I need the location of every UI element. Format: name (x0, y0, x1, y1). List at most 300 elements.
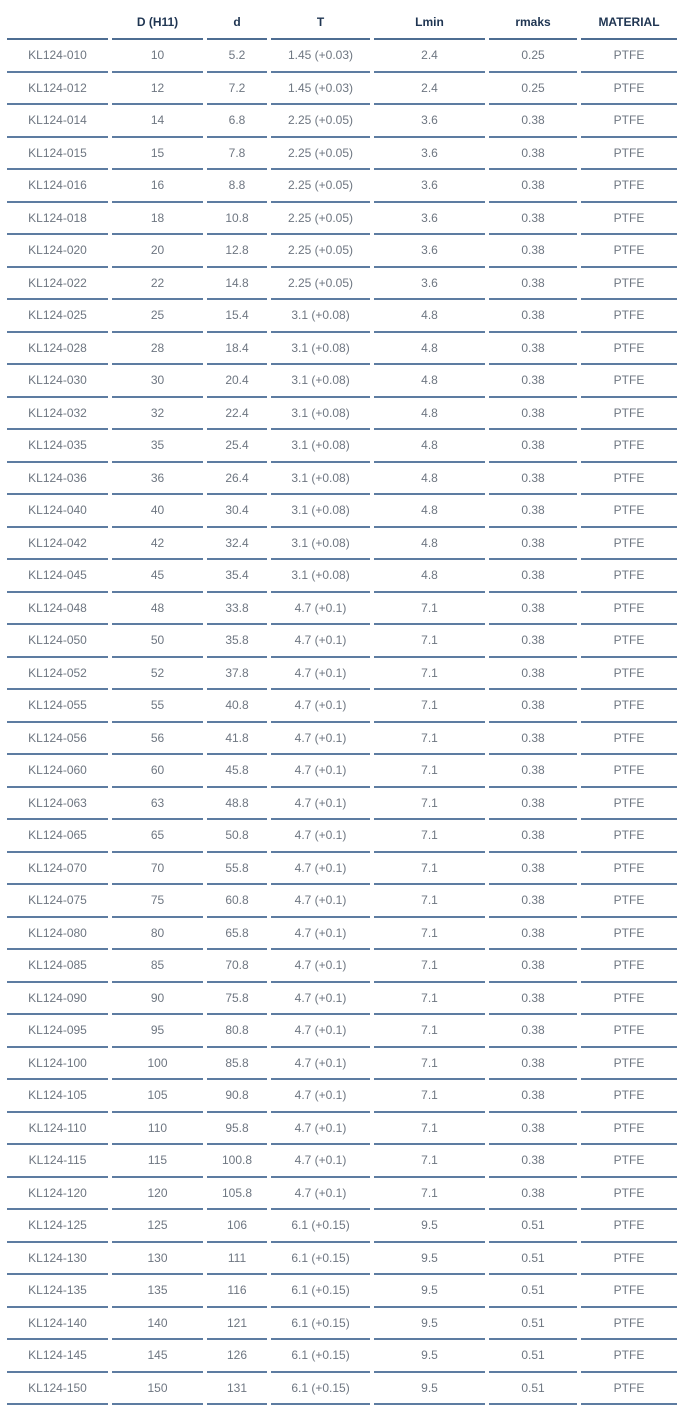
cell-material: PTFE (581, 1340, 677, 1373)
cell-code: KL124-115 (7, 1145, 108, 1178)
cell-d: 75.8 (207, 983, 267, 1016)
cell-material: PTFE (581, 40, 677, 73)
cell-t: 3.1 (+0.08) (271, 528, 370, 561)
table-row (7, 1210, 677, 1243)
cell-rmaks: 0.38 (489, 528, 577, 561)
cell-rmaks: 0.38 (489, 853, 577, 886)
cell-t: 4.7 (+0.1) (271, 1015, 370, 1048)
cell-d: 25.4 (207, 430, 267, 463)
cell-d: 48.8 (207, 788, 267, 821)
cell-t: 4.7 (+0.1) (271, 690, 370, 723)
cell-t: 4.7 (+0.1) (271, 983, 370, 1016)
table-row (7, 690, 677, 723)
cell-d-h11: 55 (112, 690, 203, 723)
cell-rmaks: 0.38 (489, 885, 577, 918)
cell-d: 80.8 (207, 1015, 267, 1048)
table-row (7, 495, 677, 528)
cell-d-h11: 145 (112, 1340, 203, 1373)
cell-t: 4.7 (+0.1) (271, 950, 370, 983)
cell-rmaks: 0.38 (489, 625, 577, 658)
cell-d: 95.8 (207, 1113, 267, 1146)
cell-material: PTFE (581, 560, 677, 593)
cell-d: 15.4 (207, 300, 267, 333)
cell-rmaks: 0.38 (489, 755, 577, 788)
cell-lmin: 7.1 (374, 885, 485, 918)
table-row (7, 788, 677, 821)
cell-t: 4.7 (+0.1) (271, 1080, 370, 1113)
cell-d-h11: 110 (112, 1113, 203, 1146)
table-row (7, 170, 677, 203)
cell-d-h11: 18 (112, 203, 203, 236)
table-row (7, 560, 677, 593)
cell-d-h11: 140 (112, 1308, 203, 1341)
table-row (7, 723, 677, 756)
table-header-row (7, 6, 677, 40)
cell-rmaks: 0.38 (489, 1145, 577, 1178)
cell-d: 8.8 (207, 170, 267, 203)
cell-code: KL124-036 (7, 463, 108, 496)
cell-t: 2.25 (+0.05) (271, 268, 370, 301)
cell-code: KL124-065 (7, 820, 108, 853)
cell-d: 7.8 (207, 138, 267, 171)
cell-code: KL124-090 (7, 983, 108, 1016)
table-row (7, 528, 677, 561)
table-row (7, 1048, 677, 1081)
cell-code: KL124-020 (7, 235, 108, 268)
cell-lmin: 7.1 (374, 755, 485, 788)
cell-lmin: 9.5 (374, 1373, 485, 1406)
cell-t: 3.1 (+0.08) (271, 463, 370, 496)
cell-material: PTFE (581, 820, 677, 853)
cell-material: PTFE (581, 1178, 677, 1211)
cell-t: 4.7 (+0.1) (271, 1113, 370, 1146)
cell-d-h11: 100 (112, 1048, 203, 1081)
cell-lmin: 7.1 (374, 950, 485, 983)
cell-d-h11: 60 (112, 755, 203, 788)
cell-material: PTFE (581, 398, 677, 431)
cell-d-h11: 22 (112, 268, 203, 301)
cell-code: KL124-145 (7, 1340, 108, 1373)
cell-lmin: 4.8 (374, 300, 485, 333)
cell-lmin: 9.5 (374, 1308, 485, 1341)
cell-d-h11: 63 (112, 788, 203, 821)
cell-code: KL124-055 (7, 690, 108, 723)
cell-t: 3.1 (+0.08) (271, 560, 370, 593)
cell-lmin: 3.6 (374, 235, 485, 268)
cell-d: 131 (207, 1373, 267, 1406)
cell-material: PTFE (581, 755, 677, 788)
table-row (7, 593, 677, 626)
cell-d-h11: 95 (112, 1015, 203, 1048)
cell-code: KL124-015 (7, 138, 108, 171)
cell-d-h11: 48 (112, 593, 203, 626)
cell-d-h11: 90 (112, 983, 203, 1016)
cell-d: 40.8 (207, 690, 267, 723)
cell-rmaks: 0.38 (489, 398, 577, 431)
cell-lmin: 9.5 (374, 1210, 485, 1243)
table-row (7, 300, 677, 333)
cell-d-h11: 130 (112, 1243, 203, 1276)
table-row (7, 1340, 677, 1373)
cell-material: PTFE (581, 463, 677, 496)
table-row (7, 820, 677, 853)
table-row (7, 1080, 677, 1113)
cell-d: 32.4 (207, 528, 267, 561)
cell-lmin: 7.1 (374, 853, 485, 886)
cell-d: 33.8 (207, 593, 267, 626)
cell-d-h11: 135 (112, 1275, 203, 1308)
cell-material: PTFE (581, 788, 677, 821)
cell-material: PTFE (581, 1145, 677, 1178)
cell-d: 20.4 (207, 365, 267, 398)
cell-d-h11: 28 (112, 333, 203, 366)
cell-code: KL124-150 (7, 1373, 108, 1406)
cell-material: PTFE (581, 1275, 677, 1308)
spec-table (3, 6, 680, 1405)
cell-material: PTFE (581, 300, 677, 333)
cell-lmin: 7.1 (374, 1178, 485, 1211)
cell-rmaks: 0.38 (489, 658, 577, 691)
cell-material: PTFE (581, 983, 677, 1016)
table-row (7, 73, 677, 106)
cell-code: KL124-056 (7, 723, 108, 756)
cell-code: KL124-100 (7, 1048, 108, 1081)
cell-d: 116 (207, 1275, 267, 1308)
cell-code: KL124-070 (7, 853, 108, 886)
cell-t: 4.7 (+0.1) (271, 1178, 370, 1211)
cell-rmaks: 0.38 (489, 170, 577, 203)
cell-t: 4.7 (+0.1) (271, 1145, 370, 1178)
cell-rmaks: 0.38 (489, 690, 577, 723)
cell-rmaks: 0.38 (489, 235, 577, 268)
cell-t: 3.1 (+0.08) (271, 495, 370, 528)
cell-lmin: 9.5 (374, 1275, 485, 1308)
cell-t: 2.25 (+0.05) (271, 138, 370, 171)
table-row (7, 365, 677, 398)
cell-rmaks: 0.51 (489, 1308, 577, 1341)
cell-rmaks: 0.51 (489, 1275, 577, 1308)
cell-code: KL124-063 (7, 788, 108, 821)
cell-material: PTFE (581, 853, 677, 886)
cell-lmin: 7.1 (374, 658, 485, 691)
cell-lmin: 9.5 (374, 1340, 485, 1373)
cell-t: 3.1 (+0.08) (271, 398, 370, 431)
cell-d-h11: 20 (112, 235, 203, 268)
cell-material: PTFE (581, 723, 677, 756)
cell-d-h11: 15 (112, 138, 203, 171)
cell-code: KL124-025 (7, 300, 108, 333)
cell-lmin: 4.8 (374, 528, 485, 561)
cell-d: 85.8 (207, 1048, 267, 1081)
cell-d: 55.8 (207, 853, 267, 886)
table-body (7, 40, 677, 1405)
cell-lmin: 4.8 (374, 365, 485, 398)
cell-rmaks: 0.51 (489, 1373, 577, 1406)
cell-rmaks: 0.38 (489, 203, 577, 236)
cell-rmaks: 0.38 (489, 1015, 577, 1048)
cell-d-h11: 125 (112, 1210, 203, 1243)
cell-rmaks: 0.25 (489, 73, 577, 106)
cell-d: 35.8 (207, 625, 267, 658)
cell-material: PTFE (581, 658, 677, 691)
table-row (7, 983, 677, 1016)
cell-t: 4.7 (+0.1) (271, 918, 370, 951)
table-row (7, 398, 677, 431)
cell-d: 121 (207, 1308, 267, 1341)
cell-lmin: 3.6 (374, 138, 485, 171)
cell-lmin: 7.1 (374, 723, 485, 756)
cell-d-h11: 70 (112, 853, 203, 886)
cell-material: PTFE (581, 1373, 677, 1406)
cell-code: KL124-120 (7, 1178, 108, 1211)
cell-t: 6.1 (+0.15) (271, 1308, 370, 1341)
cell-rmaks: 0.51 (489, 1243, 577, 1276)
cell-lmin: 7.1 (374, 820, 485, 853)
cell-t: 4.7 (+0.1) (271, 820, 370, 853)
cell-d-h11: 14 (112, 105, 203, 138)
cell-t: 6.1 (+0.15) (271, 1340, 370, 1373)
cell-material: PTFE (581, 138, 677, 171)
table-row (7, 105, 677, 138)
cell-d-h11: 40 (112, 495, 203, 528)
cell-rmaks: 0.38 (489, 105, 577, 138)
column-header-rmaks: rmaks (489, 6, 577, 40)
cell-d: 18.4 (207, 333, 267, 366)
cell-rmaks: 0.38 (489, 138, 577, 171)
cell-d: 12.8 (207, 235, 267, 268)
cell-material: PTFE (581, 333, 677, 366)
cell-d-h11: 56 (112, 723, 203, 756)
cell-code: KL124-085 (7, 950, 108, 983)
cell-d-h11: 50 (112, 625, 203, 658)
cell-rmaks: 0.38 (489, 723, 577, 756)
cell-t: 4.7 (+0.1) (271, 625, 370, 658)
cell-d: 37.8 (207, 658, 267, 691)
cell-code: KL124-075 (7, 885, 108, 918)
table-row (7, 853, 677, 886)
table-row (7, 463, 677, 496)
cell-lmin: 7.1 (374, 1080, 485, 1113)
cell-rmaks: 0.38 (489, 268, 577, 301)
cell-code: KL124-032 (7, 398, 108, 431)
cell-lmin: 3.6 (374, 268, 485, 301)
cell-lmin: 7.1 (374, 593, 485, 626)
cell-code: KL124-130 (7, 1243, 108, 1276)
cell-material: PTFE (581, 885, 677, 918)
cell-rmaks: 0.38 (489, 430, 577, 463)
cell-code: KL124-035 (7, 430, 108, 463)
cell-code: KL124-110 (7, 1113, 108, 1146)
cell-material: PTFE (581, 105, 677, 138)
cell-d-h11: 16 (112, 170, 203, 203)
column-header-lmin: Lmin (374, 6, 485, 40)
cell-code: KL124-045 (7, 560, 108, 593)
cell-code: KL124-135 (7, 1275, 108, 1308)
cell-d-h11: 12 (112, 73, 203, 106)
cell-material: PTFE (581, 1080, 677, 1113)
cell-t: 2.25 (+0.05) (271, 105, 370, 138)
cell-material: PTFE (581, 528, 677, 561)
table-row (7, 203, 677, 236)
table-row (7, 235, 677, 268)
cell-t: 4.7 (+0.1) (271, 658, 370, 691)
cell-d-h11: 25 (112, 300, 203, 333)
cell-d: 60.8 (207, 885, 267, 918)
cell-code: KL124-022 (7, 268, 108, 301)
cell-material: PTFE (581, 268, 677, 301)
cell-d: 105.8 (207, 1178, 267, 1211)
cell-t: 2.25 (+0.05) (271, 203, 370, 236)
cell-code: KL124-140 (7, 1308, 108, 1341)
cell-lmin: 3.6 (374, 170, 485, 203)
cell-lmin: 3.6 (374, 105, 485, 138)
cell-lmin: 2.4 (374, 73, 485, 106)
cell-d: 41.8 (207, 723, 267, 756)
column-header-material: MATERIAL (581, 6, 677, 40)
cell-rmaks: 0.38 (489, 463, 577, 496)
cell-d-h11: 85 (112, 950, 203, 983)
table-row (7, 1145, 677, 1178)
cell-code: KL124-080 (7, 918, 108, 951)
cell-t: 3.1 (+0.08) (271, 300, 370, 333)
cell-rmaks: 0.38 (489, 918, 577, 951)
cell-lmin: 4.8 (374, 430, 485, 463)
cell-t: 6.1 (+0.15) (271, 1243, 370, 1276)
cell-lmin: 4.8 (374, 463, 485, 496)
table-row (7, 1113, 677, 1146)
cell-d-h11: 115 (112, 1145, 203, 1178)
cell-material: PTFE (581, 1243, 677, 1276)
cell-rmaks: 0.51 (489, 1340, 577, 1373)
table-row (7, 138, 677, 171)
table-row (7, 625, 677, 658)
cell-d-h11: 30 (112, 365, 203, 398)
table-row (7, 1308, 677, 1341)
cell-d: 14.8 (207, 268, 267, 301)
cell-material: PTFE (581, 495, 677, 528)
cell-t: 4.7 (+0.1) (271, 1048, 370, 1081)
cell-lmin: 7.1 (374, 918, 485, 951)
cell-lmin: 4.8 (374, 333, 485, 366)
table-row (7, 268, 677, 301)
cell-d-h11: 65 (112, 820, 203, 853)
cell-code: KL124-048 (7, 593, 108, 626)
cell-d-h11: 10 (112, 40, 203, 73)
cell-rmaks: 0.38 (489, 1178, 577, 1211)
cell-lmin: 7.1 (374, 690, 485, 723)
cell-d-h11: 45 (112, 560, 203, 593)
cell-t: 4.7 (+0.1) (271, 885, 370, 918)
cell-lmin: 7.1 (374, 983, 485, 1016)
cell-t: 3.1 (+0.08) (271, 333, 370, 366)
cell-d-h11: 35 (112, 430, 203, 463)
cell-d: 6.8 (207, 105, 267, 138)
table-row (7, 950, 677, 983)
cell-lmin: 3.6 (374, 203, 485, 236)
cell-t: 4.7 (+0.1) (271, 788, 370, 821)
cell-rmaks: 0.38 (489, 1048, 577, 1081)
cell-t: 1.45 (+0.03) (271, 73, 370, 106)
cell-t: 3.1 (+0.08) (271, 430, 370, 463)
cell-rmaks: 0.51 (489, 1210, 577, 1243)
cell-material: PTFE (581, 1015, 677, 1048)
cell-t: 6.1 (+0.15) (271, 1373, 370, 1406)
table-row (7, 1373, 677, 1406)
cell-d-h11: 42 (112, 528, 203, 561)
table-row (7, 1015, 677, 1048)
cell-rmaks: 0.25 (489, 40, 577, 73)
cell-rmaks: 0.38 (489, 593, 577, 626)
cell-d: 35.4 (207, 560, 267, 593)
cell-material: PTFE (581, 690, 677, 723)
cell-material: PTFE (581, 170, 677, 203)
cell-rmaks: 0.38 (489, 495, 577, 528)
cell-lmin: 7.1 (374, 788, 485, 821)
cell-t: 3.1 (+0.08) (271, 365, 370, 398)
cell-rmaks: 0.38 (489, 950, 577, 983)
cell-rmaks: 0.38 (489, 820, 577, 853)
cell-code: KL124-010 (7, 40, 108, 73)
cell-lmin: 7.1 (374, 1113, 485, 1146)
cell-d: 50.8 (207, 820, 267, 853)
cell-d-h11: 52 (112, 658, 203, 691)
cell-code: KL124-028 (7, 333, 108, 366)
cell-t: 6.1 (+0.15) (271, 1210, 370, 1243)
cell-code: KL124-042 (7, 528, 108, 561)
cell-d-h11: 105 (112, 1080, 203, 1113)
cell-code: KL124-060 (7, 755, 108, 788)
column-header-code (7, 6, 108, 40)
cell-t: 2.25 (+0.05) (271, 170, 370, 203)
cell-lmin: 7.1 (374, 625, 485, 658)
table-row (7, 1275, 677, 1308)
cell-code: KL124-105 (7, 1080, 108, 1113)
cell-d-h11: 120 (112, 1178, 203, 1211)
cell-d-h11: 75 (112, 885, 203, 918)
cell-lmin: 7.1 (374, 1048, 485, 1081)
cell-rmaks: 0.38 (489, 300, 577, 333)
cell-code: KL124-014 (7, 105, 108, 138)
cell-d: 111 (207, 1243, 267, 1276)
cell-t: 2.25 (+0.05) (271, 235, 370, 268)
cell-material: PTFE (581, 918, 677, 951)
cell-code: KL124-095 (7, 1015, 108, 1048)
cell-d: 90.8 (207, 1080, 267, 1113)
cell-code: KL124-052 (7, 658, 108, 691)
cell-rmaks: 0.38 (489, 788, 577, 821)
cell-d: 106 (207, 1210, 267, 1243)
cell-d: 22.4 (207, 398, 267, 431)
cell-material: PTFE (581, 625, 677, 658)
cell-code: KL124-050 (7, 625, 108, 658)
cell-d: 100.8 (207, 1145, 267, 1178)
cell-material: PTFE (581, 1113, 677, 1146)
cell-d: 65.8 (207, 918, 267, 951)
cell-t: 1.45 (+0.03) (271, 40, 370, 73)
cell-material: PTFE (581, 430, 677, 463)
cell-d: 10.8 (207, 203, 267, 236)
cell-material: PTFE (581, 1048, 677, 1081)
cell-d: 5.2 (207, 40, 267, 73)
cell-lmin: 4.8 (374, 495, 485, 528)
cell-rmaks: 0.38 (489, 983, 577, 1016)
cell-d-h11: 80 (112, 918, 203, 951)
cell-lmin: 4.8 (374, 398, 485, 431)
cell-t: 4.7 (+0.1) (271, 593, 370, 626)
cell-d-h11: 150 (112, 1373, 203, 1406)
cell-material: PTFE (581, 203, 677, 236)
cell-rmaks: 0.38 (489, 333, 577, 366)
